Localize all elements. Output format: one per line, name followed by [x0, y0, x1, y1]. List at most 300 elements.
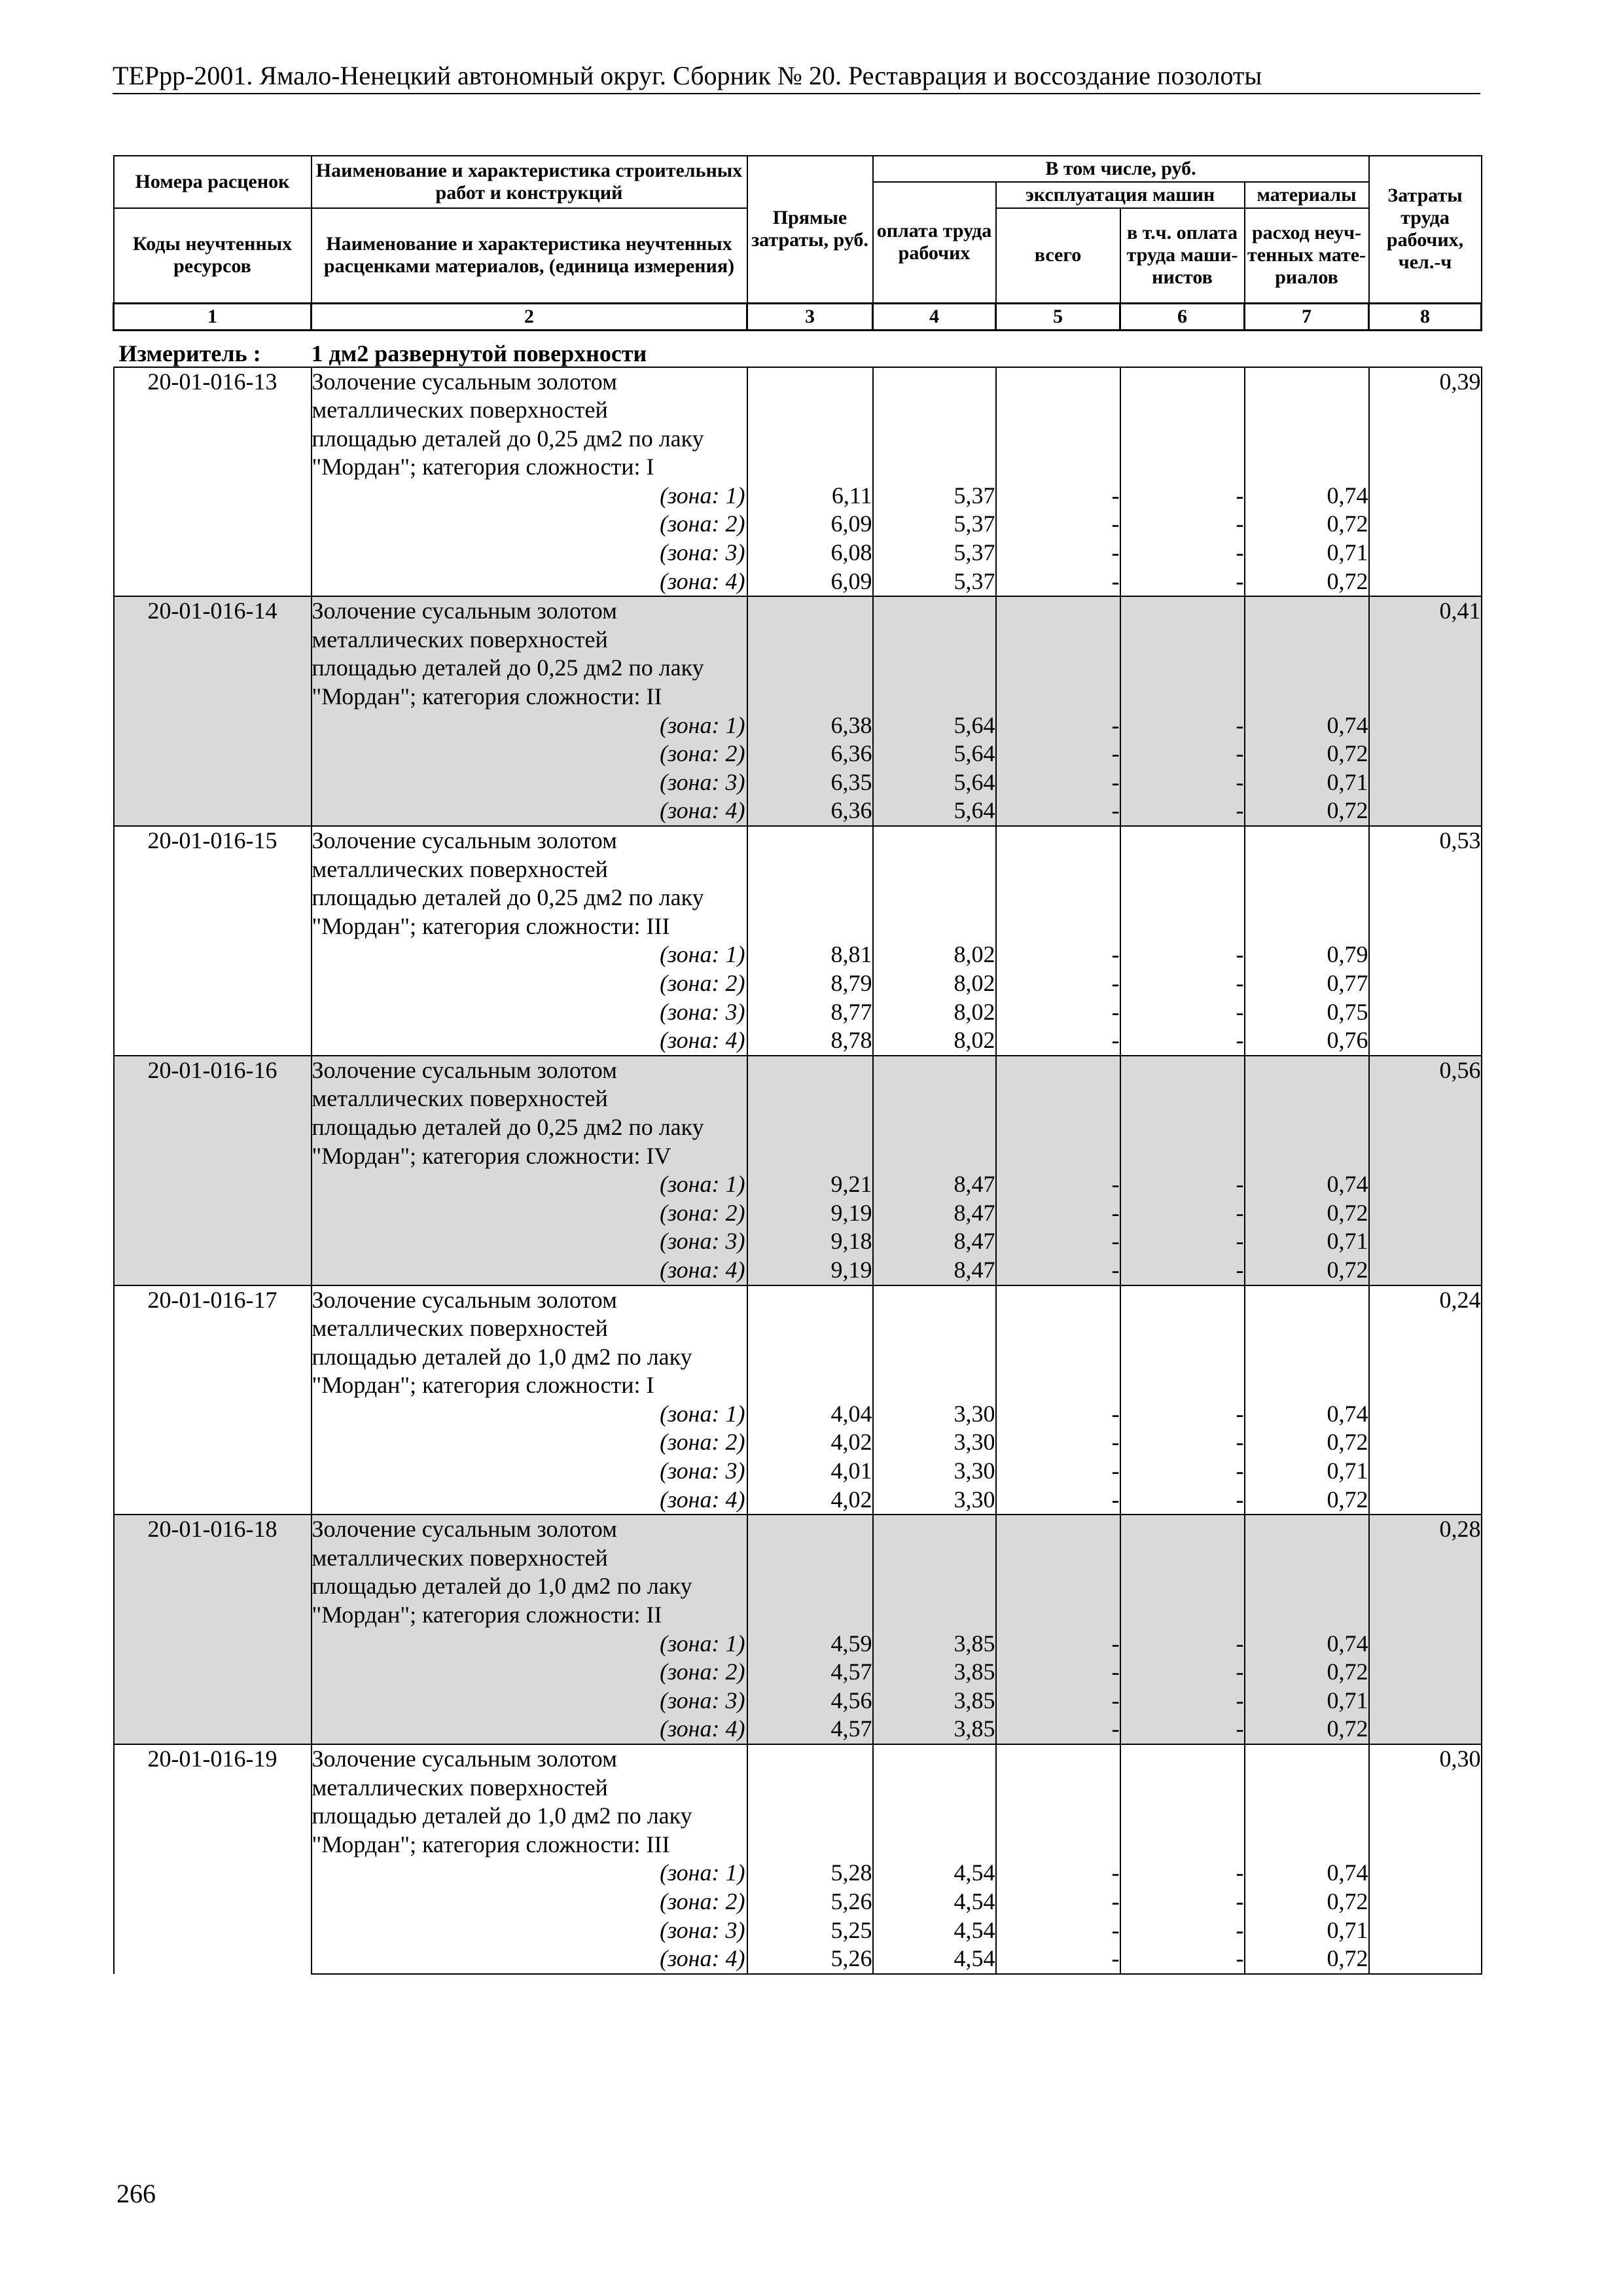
- operator-wages-value: -: [1120, 969, 1245, 998]
- rates-table: [113, 155, 1482, 1975]
- material-usage-value: 0,72: [1245, 797, 1369, 826]
- material-usage-value: 0,72: [1245, 1428, 1369, 1457]
- wages-value: 5,37: [873, 482, 996, 511]
- wages-value: 4,54: [873, 1859, 996, 1888]
- machines-total-value: -: [996, 941, 1120, 969]
- labor-costs-value: 0,28: [1369, 1515, 1482, 1544]
- zone-label: (зона: 4): [660, 1715, 745, 1742]
- work-name-line: площадью деталей до 0,25 дм2 по лаку: [312, 654, 747, 683]
- wages-value: 8,02: [873, 969, 996, 998]
- work-name-line: металлических поверхностей: [312, 1544, 747, 1573]
- rate-code: 20-01-016-14: [114, 596, 312, 826]
- table-row: [114, 826, 1482, 855]
- machines-total-value: -: [996, 567, 1120, 597]
- column-number: 5: [996, 303, 1120, 330]
- labor-costs-value: 0,56: [1369, 1056, 1482, 1085]
- zone-label: (зона: 1): [660, 1630, 745, 1657]
- zone-label: (зона: 3): [660, 1687, 745, 1713]
- direct-costs-value: 6,38: [747, 711, 873, 740]
- rate-code: 20-01-016-16: [114, 1056, 312, 1285]
- zone-label: (зона: 3): [660, 768, 745, 795]
- direct-costs-value: 5,25: [747, 1916, 873, 1945]
- wages-value: 3,85: [873, 1630, 996, 1659]
- machines-total-value: -: [996, 1486, 1120, 1515]
- zone-label: (зона: 1): [660, 1400, 745, 1427]
- column-number: 3: [747, 303, 873, 330]
- operator-wages-value: -: [1120, 1400, 1245, 1429]
- wages-value: 8,02: [873, 941, 996, 969]
- direct-costs-value: 4,04: [747, 1400, 873, 1429]
- zone-label: (зона: 1): [660, 941, 745, 968]
- work-name-line: "Мордан"; категория сложности: I: [312, 453, 747, 482]
- zone-label: (зона: 1): [660, 711, 745, 738]
- direct-costs-value: 8,78: [747, 1026, 873, 1056]
- machines-total-value: -: [996, 1945, 1120, 1974]
- table-row: [114, 539, 1482, 567]
- direct-costs-value: 9,18: [747, 1227, 873, 1256]
- work-name-line: металлических поверхностей: [312, 396, 747, 425]
- table-row: [114, 396, 1482, 425]
- operator-wages-value: -: [1120, 740, 1245, 768]
- work-name-line: Золочение сусальным золотом: [312, 1744, 747, 1774]
- header-machines: эксплуатация машин: [996, 182, 1245, 208]
- table-row: [114, 1170, 1482, 1199]
- wages-value: 8,47: [873, 1199, 996, 1228]
- header-material-usage: расход неуч-тенных мате-риалов: [1245, 208, 1369, 303]
- material-usage-value: 0,72: [1245, 1199, 1369, 1228]
- header-resource-codes: Коды неучтенных ресурсов: [114, 208, 312, 303]
- operator-wages-value: -: [1120, 1715, 1245, 1744]
- wages-value: 5,64: [873, 711, 996, 740]
- work-name-line: металлических поверхностей: [312, 1085, 747, 1113]
- material-usage-value: 0,72: [1245, 1486, 1369, 1515]
- rate-item: [114, 826, 1482, 1056]
- machines-total-value: -: [996, 797, 1120, 826]
- wages-value: 3,30: [873, 1457, 996, 1486]
- table-row: [114, 1343, 1482, 1372]
- direct-costs-value: 6,35: [747, 768, 873, 797]
- material-usage-value: 0,71: [1245, 1687, 1369, 1715]
- operator-wages-value: -: [1120, 482, 1245, 511]
- material-usage-value: 0,76: [1245, 1026, 1369, 1056]
- table-row: [114, 768, 1482, 797]
- machines-total-value: -: [996, 740, 1120, 768]
- zone-label: (зона: 2): [660, 511, 745, 537]
- operator-wages-value: -: [1120, 768, 1245, 797]
- table-row: [114, 1457, 1482, 1486]
- machines-total-value: -: [996, 1199, 1120, 1228]
- zone-label: (зона: 3): [660, 1458, 745, 1484]
- direct-costs-value: 6,08: [747, 539, 873, 567]
- direct-costs-value: 6,36: [747, 797, 873, 826]
- work-name-line: "Мордан"; категория сложности: III: [312, 1831, 747, 1859]
- operator-wages-value: -: [1120, 539, 1245, 567]
- table-row: [114, 912, 1482, 941]
- work-name-line: площадью деталей до 0,25 дм2 по лаку: [312, 884, 747, 912]
- labor-costs-value: 0,39: [1369, 367, 1482, 397]
- table-row: [114, 626, 1482, 655]
- material-usage-value: 0,74: [1245, 1400, 1369, 1429]
- rate-code: 20-01-016-19: [114, 1744, 312, 1974]
- direct-costs-value: 6,09: [747, 510, 873, 539]
- table-row: [114, 567, 1482, 597]
- work-name-line: площадью деталей до 1,0 дм2 по лаку: [312, 1802, 747, 1831]
- header-operator-wages: в т.ч. оплата труда маши-нистов: [1120, 208, 1245, 303]
- material-usage-value: 0,71: [1245, 1227, 1369, 1256]
- table-row: [114, 1544, 1482, 1573]
- rate-code: 20-01-016-18: [114, 1515, 312, 1744]
- wages-value: 8,02: [873, 1026, 996, 1056]
- machines-total-value: -: [996, 1916, 1120, 1945]
- zone-label: (зона: 4): [660, 1945, 745, 1972]
- header-material-names: Наименование и характеристика неучтенных расценками материалов, (единица измерения): [312, 208, 747, 303]
- machines-total-value: -: [996, 1859, 1120, 1888]
- rate-item: [114, 1515, 1482, 1744]
- material-usage-value: 0,72: [1245, 740, 1369, 768]
- table-row: [114, 941, 1482, 969]
- direct-costs-value: 4,02: [747, 1428, 873, 1457]
- table-row: [114, 1400, 1482, 1429]
- material-usage-value: 0,77: [1245, 969, 1369, 998]
- measure-row: [114, 330, 1482, 367]
- measure-label: Измеритель :: [118, 340, 261, 367]
- work-name-line: металлических поверхностей: [312, 1314, 747, 1343]
- wages-value: 5,37: [873, 567, 996, 597]
- table-row: [114, 797, 1482, 826]
- labor-costs-value: 0,53: [1369, 826, 1482, 855]
- material-usage-value: 0,72: [1245, 1888, 1369, 1916]
- column-number: 1: [114, 303, 312, 330]
- wages-value: 3,30: [873, 1428, 996, 1457]
- zone-label: (зона: 3): [660, 1228, 745, 1255]
- wages-value: 4,54: [873, 1916, 996, 1945]
- work-name-line: Золочение сусальным золотом: [312, 826, 747, 855]
- header-machines-total: всего: [996, 208, 1120, 303]
- wages-value: 5,37: [873, 510, 996, 539]
- header-including: В том числе, руб.: [873, 156, 1369, 182]
- column-number-row: [114, 303, 1482, 330]
- direct-costs-value: 8,77: [747, 998, 873, 1027]
- wages-value: 4,54: [873, 1945, 996, 1974]
- wages-value: 5,37: [873, 539, 996, 567]
- material-usage-value: 0,71: [1245, 1916, 1369, 1945]
- zone-label: (зона: 2): [660, 1199, 745, 1226]
- machines-total-value: -: [996, 1227, 1120, 1256]
- direct-costs-value: 4,01: [747, 1457, 873, 1486]
- direct-costs-value: 4,02: [747, 1486, 873, 1515]
- operator-wages-value: -: [1120, 1630, 1245, 1659]
- table-row: [114, 1831, 1482, 1859]
- operator-wages-value: -: [1120, 1945, 1245, 1974]
- operator-wages-value: -: [1120, 941, 1245, 969]
- machines-total-value: -: [996, 1658, 1120, 1687]
- direct-costs-value: 6,09: [747, 567, 873, 597]
- material-usage-value: 0,72: [1245, 1715, 1369, 1744]
- table-row: [114, 1658, 1482, 1687]
- rate-item: [114, 596, 1482, 826]
- table-row: [114, 1256, 1482, 1285]
- header-work-name: Наименование и характеристика строительных работ и конструкций: [312, 156, 747, 208]
- table-row: [114, 425, 1482, 454]
- zone-label: (зона: 4): [660, 1027, 745, 1054]
- wages-value: 8,02: [873, 998, 996, 1027]
- running-header: ТЕРрр-2001. Ямало-Ненецкий автономный округ. Сборник № 20. Реставрация и воссоздание позолоты: [113, 60, 1480, 94]
- direct-costs-value: 4,59: [747, 1630, 873, 1659]
- table-row: [114, 1026, 1482, 1056]
- material-usage-value: 0,74: [1245, 711, 1369, 740]
- machines-total-value: -: [996, 1256, 1120, 1285]
- operator-wages-value: -: [1120, 1457, 1245, 1486]
- wages-value: 5,64: [873, 768, 996, 797]
- zone-label: (зона: 2): [660, 740, 745, 767]
- wages-value: 4,54: [873, 1888, 996, 1916]
- work-name-line: Золочение сусальным золотом: [312, 367, 747, 397]
- wages-value: 5,64: [873, 797, 996, 826]
- work-name-line: площадью деталей до 0,25 дм2 по лаку: [312, 425, 747, 454]
- table-row: [114, 1486, 1482, 1515]
- work-name-line: металлических поверхностей: [312, 1774, 747, 1803]
- header-materials: материалы: [1245, 182, 1369, 208]
- machines-total-value: -: [996, 1630, 1120, 1659]
- wages-value: 3,85: [873, 1658, 996, 1687]
- direct-costs-value: 9,19: [747, 1199, 873, 1228]
- material-usage-value: 0,75: [1245, 998, 1369, 1027]
- wages-value: 3,30: [873, 1486, 996, 1515]
- direct-costs-value: 4,57: [747, 1658, 873, 1687]
- zone-label: (зона: 4): [660, 567, 745, 594]
- machines-total-value: -: [996, 1170, 1120, 1199]
- column-number: 6: [1120, 303, 1245, 330]
- machines-total-value: -: [996, 1715, 1120, 1744]
- material-usage-value: 0,72: [1245, 1658, 1369, 1687]
- work-name-line: Золочение сусальным золотом: [312, 1515, 747, 1544]
- direct-costs-value: 8,81: [747, 941, 873, 969]
- zone-label: (зона: 3): [660, 998, 745, 1025]
- table-row: [114, 1314, 1482, 1343]
- table-row: [114, 1802, 1482, 1831]
- operator-wages-value: -: [1120, 1170, 1245, 1199]
- table-row: [114, 482, 1482, 511]
- material-usage-value: 0,72: [1245, 510, 1369, 539]
- table-row: [114, 510, 1482, 539]
- table-row: [114, 1572, 1482, 1601]
- direct-costs-value: 9,19: [747, 1256, 873, 1285]
- direct-costs-value: 6,11: [747, 482, 873, 511]
- zone-label: (зона: 2): [660, 1888, 745, 1914]
- measure-value: 1 дм2 развернутой поверхности: [311, 340, 647, 367]
- zone-label: (зона: 4): [660, 1256, 745, 1283]
- operator-wages-value: -: [1120, 1227, 1245, 1256]
- labor-costs-value: 0,30: [1369, 1744, 1482, 1774]
- table-row: [114, 1916, 1482, 1945]
- labor-costs-value: 0,41: [1369, 596, 1482, 626]
- material-usage-value: 0,72: [1245, 1945, 1369, 1974]
- material-usage-value: 0,74: [1245, 1859, 1369, 1888]
- work-name-line: металлических поверхностей: [312, 626, 747, 655]
- operator-wages-value: -: [1120, 1687, 1245, 1715]
- rate-item: [114, 1744, 1482, 1974]
- table-row: [114, 1945, 1482, 1974]
- material-usage-value: 0,74: [1245, 1630, 1369, 1659]
- table-row: [114, 969, 1482, 998]
- column-number: 2: [312, 303, 747, 330]
- table-row: [114, 683, 1482, 711]
- material-usage-value: 0,71: [1245, 1457, 1369, 1486]
- operator-wages-value: -: [1120, 1199, 1245, 1228]
- table-row: [114, 998, 1482, 1027]
- table-row: [114, 453, 1482, 482]
- table-row: [114, 1085, 1482, 1113]
- table-row: [114, 711, 1482, 740]
- work-name-line: "Мордан"; категория сложности: I: [312, 1371, 747, 1400]
- zone-label: (зона: 3): [660, 539, 745, 566]
- table-row: [114, 1227, 1482, 1256]
- labor-costs-value: 0,24: [1369, 1285, 1482, 1315]
- table-row: [114, 1687, 1482, 1715]
- work-name-line: площадью деталей до 0,25 дм2 по лаку: [312, 1113, 747, 1142]
- work-name-line: Золочение сусальным золотом: [312, 596, 747, 626]
- machines-total-value: -: [996, 1457, 1120, 1486]
- table-row: [114, 596, 1482, 626]
- direct-costs-value: 4,56: [747, 1687, 873, 1715]
- column-number: 7: [1245, 303, 1369, 330]
- operator-wages-value: -: [1120, 797, 1245, 826]
- header-rate-numbers: Номера расценок: [114, 156, 312, 208]
- machines-total-value: -: [996, 510, 1120, 539]
- table-row: [114, 1774, 1482, 1803]
- table-row: [114, 654, 1482, 683]
- operator-wages-value: -: [1120, 1428, 1245, 1457]
- table-row: [114, 1199, 1482, 1228]
- work-name-line: площадью деталей до 1,0 дм2 по лаку: [312, 1572, 747, 1601]
- machines-total-value: -: [996, 1888, 1120, 1916]
- zone-label: (зона: 2): [660, 1659, 745, 1685]
- table-row: [114, 1859, 1482, 1888]
- rate-code: 20-01-016-13: [114, 367, 312, 597]
- operator-wages-value: -: [1120, 998, 1245, 1027]
- table-row: [114, 1715, 1482, 1744]
- operator-wages-value: -: [1120, 1859, 1245, 1888]
- material-usage-value: 0,71: [1245, 768, 1369, 797]
- zone-label: (зона: 1): [660, 482, 745, 509]
- direct-costs-value: 9,21: [747, 1170, 873, 1199]
- operator-wages-value: -: [1120, 711, 1245, 740]
- wages-value: 8,47: [873, 1256, 996, 1285]
- material-usage-value: 0,72: [1245, 567, 1369, 597]
- table-row: [114, 855, 1482, 884]
- work-name-line: Золочение сусальным золотом: [312, 1285, 747, 1315]
- direct-costs-value: 8,79: [747, 969, 873, 998]
- zone-label: (зона: 2): [660, 1429, 745, 1456]
- operator-wages-value: -: [1120, 510, 1245, 539]
- machines-total-value: -: [996, 768, 1120, 797]
- rate-item: [114, 1056, 1482, 1285]
- operator-wages-value: -: [1120, 1916, 1245, 1945]
- operator-wages-value: -: [1120, 1888, 1245, 1916]
- rate-item: [114, 367, 1482, 597]
- direct-costs-value: 4,57: [747, 1715, 873, 1744]
- table-row: [114, 1888, 1482, 1916]
- zone-label: (зона: 1): [660, 1171, 745, 1198]
- operator-wages-value: -: [1120, 1256, 1245, 1285]
- header-wages: оплата труда рабочих: [873, 182, 996, 303]
- operator-wages-value: -: [1120, 1658, 1245, 1687]
- material-usage-value: 0,71: [1245, 539, 1369, 567]
- zone-label: (зона: 4): [660, 1486, 745, 1513]
- header-direct-costs: Прямые затраты, руб.: [747, 156, 873, 303]
- material-usage-value: 0,72: [1245, 1256, 1369, 1285]
- machines-total-value: -: [996, 1026, 1120, 1056]
- direct-costs-value: 6,36: [747, 740, 873, 768]
- machines-total-value: -: [996, 482, 1120, 511]
- table-row: [114, 1285, 1482, 1315]
- work-name-line: "Мордан"; категория сложности: II: [312, 683, 747, 711]
- zone-label: (зона: 1): [660, 1859, 745, 1886]
- work-name-line: металлических поверхностей: [312, 855, 747, 884]
- machines-total-value: -: [996, 1687, 1120, 1715]
- wages-value: 8,47: [873, 1170, 996, 1199]
- wages-value: 5,64: [873, 740, 996, 768]
- table-row: [114, 1056, 1482, 1085]
- rate-item: [114, 1285, 1482, 1515]
- table-row: [114, 1630, 1482, 1659]
- wages-value: 3,30: [873, 1400, 996, 1429]
- work-name-line: Золочение сусальным золотом: [312, 1056, 747, 1085]
- machines-total-value: -: [996, 998, 1120, 1027]
- direct-costs-value: 5,26: [747, 1945, 873, 1974]
- direct-costs-value: 5,26: [747, 1888, 873, 1916]
- column-number: 4: [873, 303, 996, 330]
- machines-total-value: -: [996, 711, 1120, 740]
- work-name-line: "Мордан"; категория сложности: III: [312, 912, 747, 941]
- table-row: [114, 740, 1482, 768]
- table-row: [114, 1142, 1482, 1171]
- machines-total-value: -: [996, 539, 1120, 567]
- machines-total-value: -: [996, 969, 1120, 998]
- zone-label: (зона: 3): [660, 1916, 745, 1943]
- work-name-line: "Мордан"; категория сложности: IV: [312, 1142, 747, 1171]
- column-number: 8: [1369, 303, 1482, 330]
- rate-code: 20-01-016-17: [114, 1285, 312, 1515]
- direct-costs-value: 5,28: [747, 1859, 873, 1888]
- work-name-line: "Мордан"; категория сложности: II: [312, 1601, 747, 1630]
- operator-wages-value: -: [1120, 1486, 1245, 1515]
- table-row: [114, 1601, 1482, 1630]
- material-usage-value: 0,74: [1245, 482, 1369, 511]
- zone-label: (зона: 2): [660, 969, 745, 996]
- table-row: [114, 884, 1482, 912]
- machines-total-value: -: [996, 1400, 1120, 1429]
- table-row: [114, 367, 1482, 397]
- material-usage-value: 0,79: [1245, 941, 1369, 969]
- zone-label: (зона: 4): [660, 797, 745, 824]
- machines-total-value: -: [996, 1428, 1120, 1457]
- wages-value: 3,85: [873, 1687, 996, 1715]
- operator-wages-value: -: [1120, 567, 1245, 597]
- operator-wages-value: -: [1120, 1026, 1245, 1056]
- table-row: [114, 1113, 1482, 1142]
- header-labor-costs: Затраты труда рабочих, чел.-ч: [1369, 156, 1482, 303]
- wages-value: 8,47: [873, 1227, 996, 1256]
- table-row: [114, 1428, 1482, 1457]
- rate-code: 20-01-016-15: [114, 826, 312, 1056]
- wages-value: 3,85: [873, 1715, 996, 1744]
- page-number: 266: [116, 2179, 156, 2208]
- table-row: [114, 1744, 1482, 1774]
- table-row: [114, 1371, 1482, 1400]
- table-row: [114, 1515, 1482, 1544]
- material-usage-value: 0,74: [1245, 1170, 1369, 1199]
